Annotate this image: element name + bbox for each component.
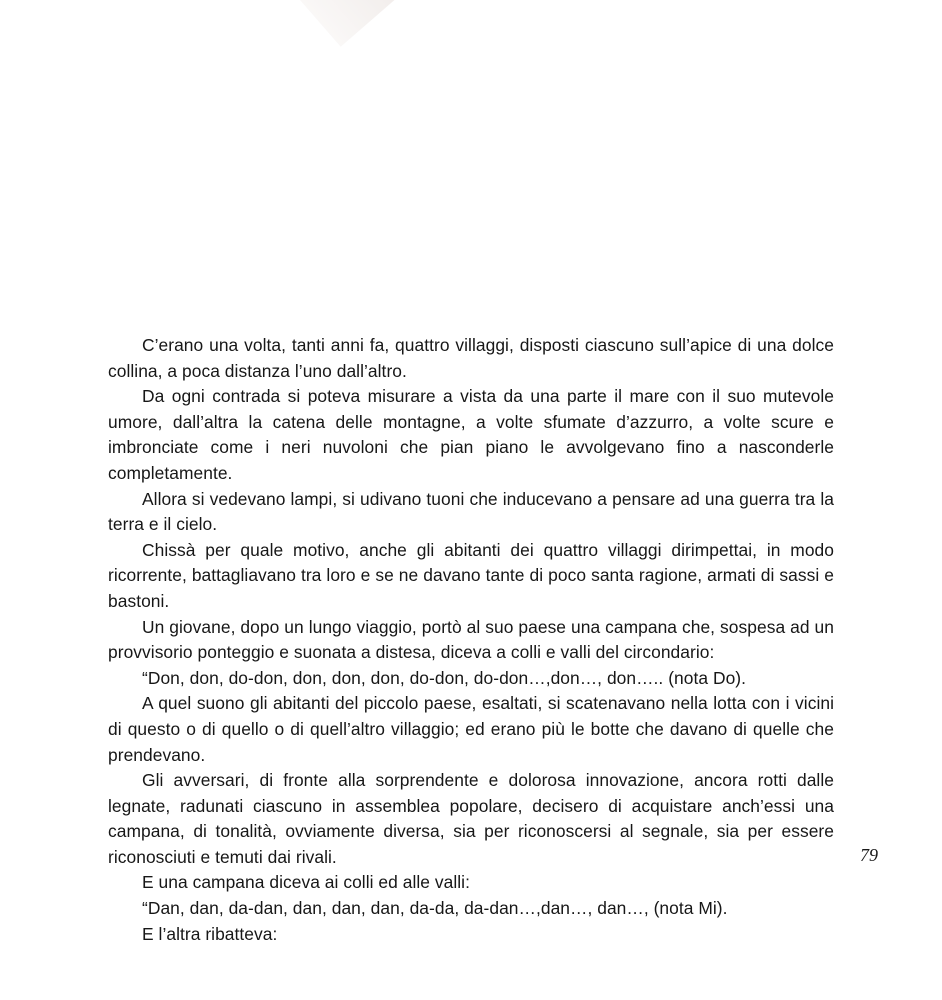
body-text-column (108, 333, 834, 947)
paragraph: E l’altra ribatteva: (142, 923, 278, 944)
paragraph: Gli avversari, di fronte alla sorprendente e dolorosa innovazione, ancora rotti dalle legnate, radunati ciascuno in assemblea popolare, decisero di acquistare anch’essi una campana, di tonalità, ovviamente diversa, sia per riconoscersi al segnale, sia per essere riconosciuti e temuti dai rivali. (108, 770, 834, 867)
paragraph: E una campana diceva ai colli ed alle valli: (142, 872, 470, 893)
paragraph: Chissà per quale motivo, anche gli abitanti dei quattro villaggi dirimpettai, in modo ricorrente, battagliavano tra loro e se ne davano tante di poco santa ragione, armati di sassi e bastoni. (108, 539, 834, 611)
paragraph-bell-do: “Don, don, do-don, don, don, don, do-don, do-don…,don…, don….. (nota Do). (142, 667, 747, 688)
paragraph: Allora si vedevano lampi, si udivano tuoni che inducevano a pensare ad una guerra tra la terra e il cielo. (108, 488, 834, 535)
title-banner (0, 0, 942, 320)
paragraph-bell-mi: “Dan, dan, da-dan, dan, dan, dan, da-da, da-dan…,dan…, dan…, (nota Mi). (142, 898, 728, 919)
paragraph: A quel suono gli abitanti del piccolo paese, esaltati, si scatenavano nella lotta con i vicini di questo o di quello o di quell’altro villaggio; ed erano più le botte che davano di quelle che prendevano. (108, 693, 834, 765)
paragraph: Un giovane, dopo un lungo viaggio, portò al suo paese una campana che, sospesa ad un provvisorio ponteggio e suonata a distesa, diceva a colli e valli del circondario: (108, 616, 834, 663)
banner-stripe-graphic (259, 0, 869, 47)
paragraph: C’erano una volta, tanti anni fa, quattro villaggi, disposti ciascuno sull’apice di una dolce collina, a poca distanza l’uno dall’altro. (108, 335, 834, 381)
banner-text-group (259, 0, 869, 47)
page-number: 79 (860, 845, 878, 865)
paragraph: Da ogni contrada si poteva misurare a vista da una parte il mare con il suo mutevole umore, dall’altra la catena delle montagne, a volte sfumate d’azzurro, a volte scure e imbronciate come i neri nuvoloni che pian piano le avvolgevano fino a nasconderle completamente. (108, 386, 834, 483)
